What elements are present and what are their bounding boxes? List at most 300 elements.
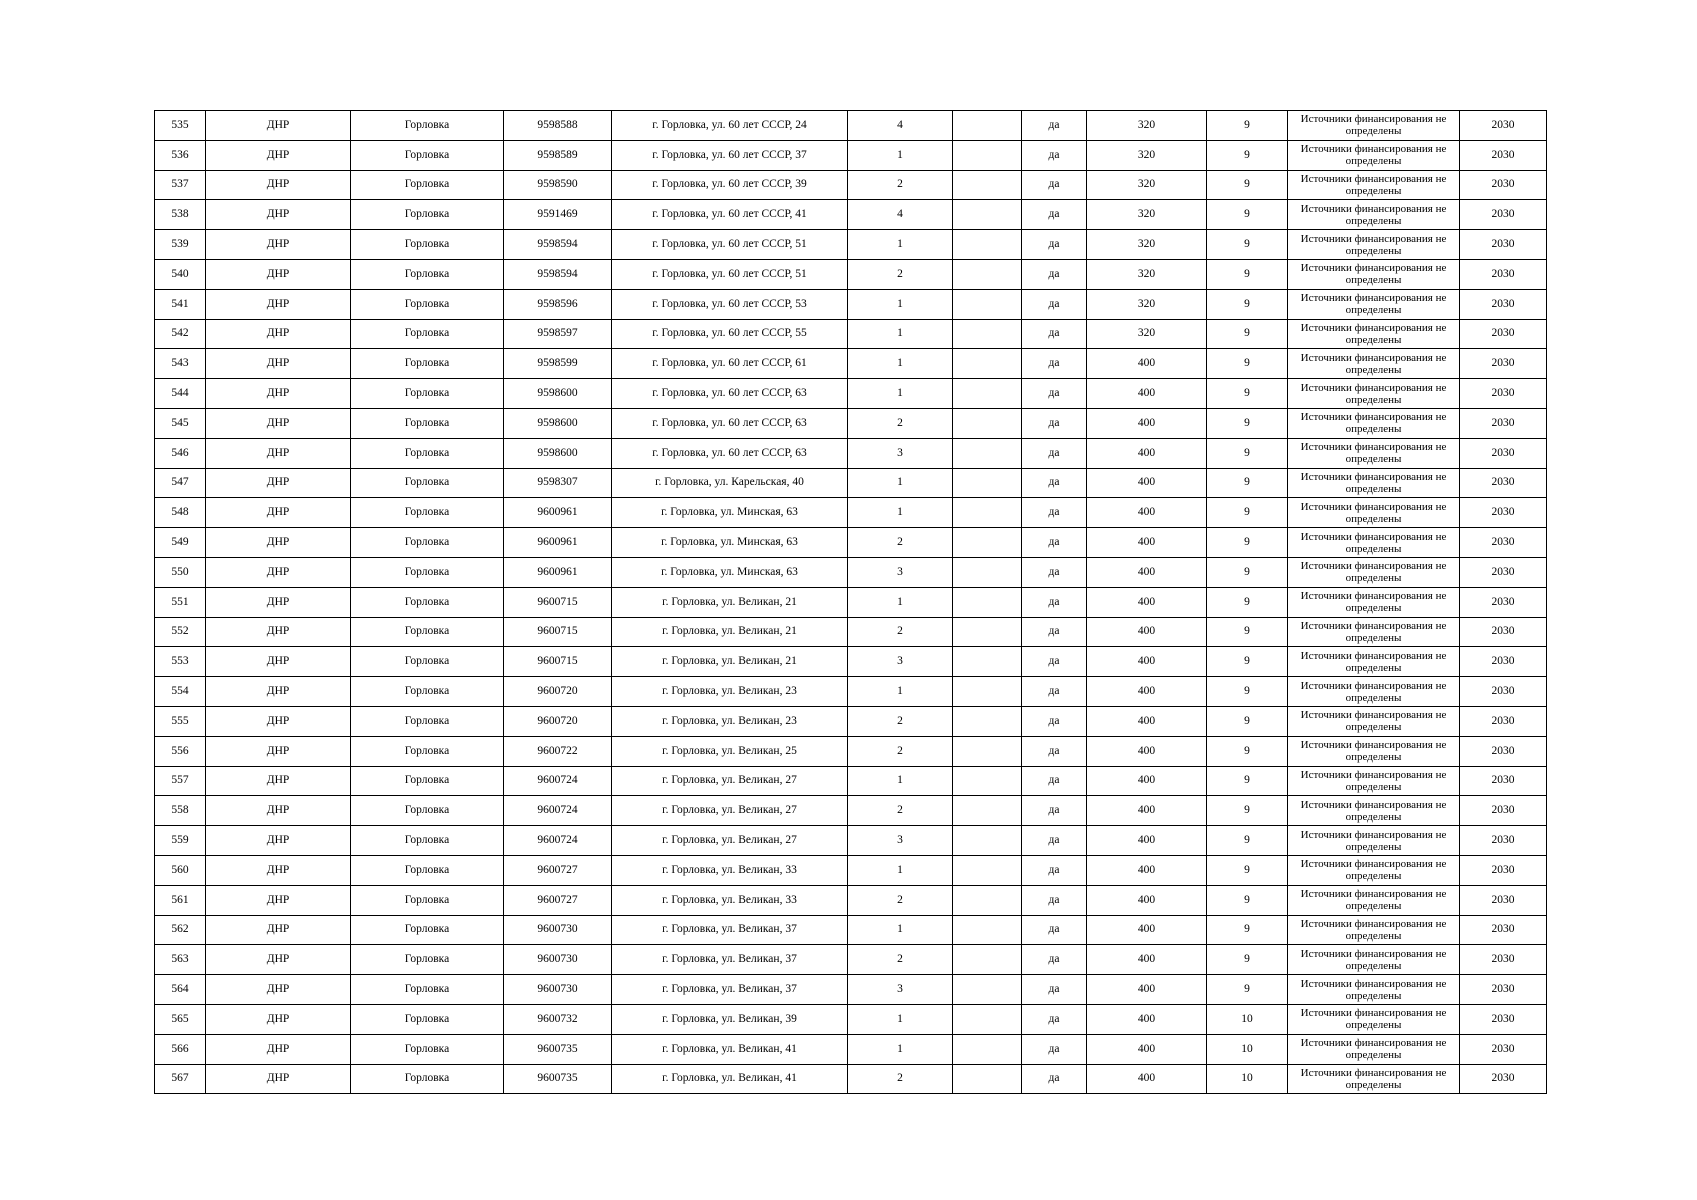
cell-city: Горловка [351,528,504,558]
cell-entrance: 3 [848,647,953,677]
cell-object-code: 9600732 [504,1004,612,1034]
cell-address: г. Горловка, ул. Великан, 23 [612,677,848,707]
cell-flag: да [1022,111,1087,141]
cell-row-number: 564 [155,975,206,1005]
cell-flag: да [1022,1004,1087,1034]
cell-entrance: 3 [848,557,953,587]
cell-funding-source: Источники финансирования не определены [1288,319,1460,349]
table-body [155,111,1547,1094]
cell-address: г. Горловка, ул. Великан, 37 [612,915,848,945]
cell-entrance: 2 [848,706,953,736]
cell-year: 2030 [1460,140,1547,170]
cell-object-code: 9600961 [504,528,612,558]
cell-region: ДНР [206,915,351,945]
cell-extra [953,647,1022,677]
cell-region: ДНР [206,826,351,856]
data-table [154,110,1547,1094]
cell-address: г. Горловка, ул. 60 лет СССР, 24 [612,111,848,141]
cell-term: 10 [1207,1034,1288,1064]
cell-funding-source: Источники финансирования не определены [1288,915,1460,945]
cell-city: Горловка [351,1004,504,1034]
cell-address: г. Горловка, ул. Великан, 37 [612,975,848,1005]
cell-flag: да [1022,349,1087,379]
cell-term: 9 [1207,826,1288,856]
table-row [155,617,1547,647]
table-row [155,170,1547,200]
cell-year: 2030 [1460,855,1547,885]
cell-object-code: 9598307 [504,468,612,498]
cell-funding-source: Источники финансирования не определены [1288,826,1460,856]
cell-address: г. Горловка, ул. 60 лет СССР, 63 [612,438,848,468]
cell-extra [953,945,1022,975]
cell-amount: 400 [1087,796,1207,826]
cell-amount: 400 [1087,438,1207,468]
cell-flag: да [1022,647,1087,677]
cell-city: Горловка [351,826,504,856]
cell-funding-source: Источники финансирования не определены [1288,677,1460,707]
cell-flag: да [1022,796,1087,826]
cell-amount: 320 [1087,140,1207,170]
cell-amount: 320 [1087,200,1207,230]
cell-year: 2030 [1460,557,1547,587]
cell-object-code: 9600724 [504,766,612,796]
table-row [155,349,1547,379]
table-row [155,706,1547,736]
cell-amount: 400 [1087,1034,1207,1064]
cell-address: г. Горловка, ул. Великан, 27 [612,826,848,856]
cell-extra [953,230,1022,260]
cell-amount: 400 [1087,677,1207,707]
cell-amount: 400 [1087,736,1207,766]
cell-amount: 400 [1087,915,1207,945]
cell-year: 2030 [1460,1034,1547,1064]
table-row [155,289,1547,319]
cell-funding-source: Источники финансирования не определены [1288,1064,1460,1094]
cell-region: ДНР [206,379,351,409]
cell-term: 9 [1207,408,1288,438]
cell-address: г. Горловка, ул. Великан, 23 [612,706,848,736]
cell-amount: 320 [1087,259,1207,289]
cell-year: 2030 [1460,766,1547,796]
cell-row-number: 550 [155,557,206,587]
cell-flag: да [1022,1064,1087,1094]
cell-object-code: 9600715 [504,647,612,677]
cell-entrance: 1 [848,1004,953,1034]
cell-funding-source: Источники финансирования не определены [1288,379,1460,409]
cell-term: 9 [1207,200,1288,230]
cell-amount: 400 [1087,766,1207,796]
cell-flag: да [1022,826,1087,856]
cell-funding-source: Источники финансирования не определены [1288,885,1460,915]
table-row [155,1034,1547,1064]
cell-region: ДНР [206,766,351,796]
cell-amount: 320 [1087,111,1207,141]
cell-region: ДНР [206,587,351,617]
cell-year: 2030 [1460,945,1547,975]
cell-city: Горловка [351,557,504,587]
cell-term: 9 [1207,885,1288,915]
cell-term: 9 [1207,498,1288,528]
cell-row-number: 535 [155,111,206,141]
cell-row-number: 549 [155,528,206,558]
cell-address: г. Горловка, ул. Великан, 27 [612,796,848,826]
cell-address: г. Горловка, ул. Великан, 21 [612,617,848,647]
cell-extra [953,885,1022,915]
cell-year: 2030 [1460,468,1547,498]
cell-year: 2030 [1460,349,1547,379]
cell-region: ДНР [206,349,351,379]
cell-extra [953,498,1022,528]
cell-row-number: 552 [155,617,206,647]
cell-term: 9 [1207,677,1288,707]
cell-city: Горловка [351,408,504,438]
cell-amount: 400 [1087,855,1207,885]
cell-amount: 320 [1087,319,1207,349]
cell-flag: да [1022,557,1087,587]
cell-row-number: 544 [155,379,206,409]
cell-amount: 400 [1087,975,1207,1005]
cell-region: ДНР [206,736,351,766]
cell-row-number: 541 [155,289,206,319]
cell-entrance: 2 [848,1064,953,1094]
cell-term: 9 [1207,259,1288,289]
cell-row-number: 553 [155,647,206,677]
cell-address: г. Горловка, ул. Великан, 37 [612,945,848,975]
cell-address: г. Горловка, ул. 60 лет СССР, 51 [612,259,848,289]
cell-funding-source: Источники финансирования не определены [1288,706,1460,736]
cell-flag: да [1022,140,1087,170]
cell-region: ДНР [206,647,351,677]
cell-city: Горловка [351,736,504,766]
table-row [155,826,1547,856]
cell-amount: 320 [1087,230,1207,260]
table-row [155,557,1547,587]
cell-year: 2030 [1460,259,1547,289]
cell-year: 2030 [1460,1064,1547,1094]
cell-object-code: 9598589 [504,140,612,170]
cell-term: 9 [1207,647,1288,677]
cell-amount: 400 [1087,617,1207,647]
cell-funding-source: Источники финансирования не определены [1288,647,1460,677]
cell-row-number: 565 [155,1004,206,1034]
cell-entrance: 1 [848,1034,953,1064]
cell-region: ДНР [206,111,351,141]
cell-region: ДНР [206,557,351,587]
cell-funding-source: Источники финансирования не определены [1288,557,1460,587]
cell-region: ДНР [206,438,351,468]
cell-extra [953,557,1022,587]
cell-address: г. Горловка, ул. 60 лет СССР, 41 [612,200,848,230]
cell-entrance: 1 [848,140,953,170]
cell-entrance: 4 [848,200,953,230]
cell-flag: да [1022,736,1087,766]
cell-funding-source: Источники финансирования не определены [1288,468,1460,498]
cell-row-number: 559 [155,826,206,856]
table-row [155,111,1547,141]
cell-address: г. Горловка, ул. Минская, 63 [612,498,848,528]
cell-term: 10 [1207,1004,1288,1034]
cell-row-number: 567 [155,1064,206,1094]
cell-object-code: 9600735 [504,1034,612,1064]
cell-object-code: 9600735 [504,1064,612,1094]
cell-address: г. Горловка, ул. Великан, 33 [612,885,848,915]
cell-object-code: 9600724 [504,796,612,826]
cell-funding-source: Источники финансирования не определены [1288,945,1460,975]
cell-year: 2030 [1460,885,1547,915]
cell-term: 9 [1207,468,1288,498]
cell-object-code: 9598588 [504,111,612,141]
cell-region: ДНР [206,319,351,349]
cell-extra [953,140,1022,170]
cell-object-code: 9598600 [504,438,612,468]
cell-region: ДНР [206,1034,351,1064]
cell-row-number: 542 [155,319,206,349]
cell-row-number: 545 [155,408,206,438]
cell-city: Горловка [351,170,504,200]
cell-city: Горловка [351,677,504,707]
cell-address: г. Горловка, ул. Минская, 63 [612,528,848,558]
cell-funding-source: Источники финансирования не определены [1288,111,1460,141]
table-row [155,230,1547,260]
table-row [155,498,1547,528]
cell-region: ДНР [206,498,351,528]
cell-entrance: 4 [848,111,953,141]
cell-extra [953,1034,1022,1064]
cell-flag: да [1022,438,1087,468]
cell-city: Горловка [351,975,504,1005]
cell-extra [953,1064,1022,1094]
cell-flag: да [1022,468,1087,498]
cell-extra [953,1004,1022,1034]
cell-term: 9 [1207,140,1288,170]
cell-amount: 400 [1087,379,1207,409]
cell-year: 2030 [1460,170,1547,200]
cell-year: 2030 [1460,915,1547,945]
cell-flag: да [1022,706,1087,736]
cell-flag: да [1022,528,1087,558]
cell-region: ДНР [206,617,351,647]
cell-city: Горловка [351,1064,504,1094]
cell-year: 2030 [1460,736,1547,766]
cell-region: ДНР [206,677,351,707]
table-row [155,915,1547,945]
cell-extra [953,528,1022,558]
cell-amount: 400 [1087,706,1207,736]
cell-amount: 400 [1087,408,1207,438]
cell-entrance: 2 [848,945,953,975]
cell-flag: да [1022,319,1087,349]
cell-row-number: 539 [155,230,206,260]
cell-year: 2030 [1460,796,1547,826]
cell-address: г. Горловка, ул. Великан, 33 [612,855,848,885]
cell-region: ДНР [206,468,351,498]
cell-amount: 320 [1087,170,1207,200]
cell-city: Горловка [351,885,504,915]
cell-funding-source: Источники финансирования не определены [1288,438,1460,468]
cell-region: ДНР [206,259,351,289]
cell-year: 2030 [1460,975,1547,1005]
cell-extra [953,587,1022,617]
cell-object-code: 9598596 [504,289,612,319]
cell-entrance: 2 [848,736,953,766]
cell-term: 9 [1207,230,1288,260]
cell-city: Горловка [351,349,504,379]
cell-address: г. Горловка, ул. 60 лет СССР, 55 [612,319,848,349]
cell-extra [953,617,1022,647]
cell-extra [953,259,1022,289]
cell-city: Горловка [351,706,504,736]
table-row [155,1064,1547,1094]
cell-entrance: 1 [848,855,953,885]
cell-row-number: 558 [155,796,206,826]
cell-funding-source: Источники финансирования не определены [1288,170,1460,200]
cell-region: ДНР [206,885,351,915]
cell-row-number: 562 [155,915,206,945]
cell-flag: да [1022,915,1087,945]
cell-object-code: 9600727 [504,855,612,885]
cell-amount: 400 [1087,647,1207,677]
cell-object-code: 9600724 [504,826,612,856]
cell-funding-source: Источники финансирования не определены [1288,259,1460,289]
cell-funding-source: Источники финансирования не определены [1288,230,1460,260]
cell-term: 9 [1207,349,1288,379]
cell-flag: да [1022,289,1087,319]
cell-city: Горловка [351,855,504,885]
cell-object-code: 9600720 [504,706,612,736]
cell-flag: да [1022,408,1087,438]
cell-year: 2030 [1460,1004,1547,1034]
cell-city: Горловка [351,1034,504,1064]
table-row [155,319,1547,349]
cell-flag: да [1022,259,1087,289]
cell-address: г. Горловка, ул. Великан, 25 [612,736,848,766]
cell-object-code: 9600727 [504,885,612,915]
cell-amount: 400 [1087,349,1207,379]
cell-region: ДНР [206,140,351,170]
cell-city: Горловка [351,259,504,289]
cell-term: 10 [1207,1064,1288,1094]
cell-extra [953,468,1022,498]
cell-row-number: 536 [155,140,206,170]
cell-entrance: 1 [848,319,953,349]
cell-term: 9 [1207,975,1288,1005]
cell-object-code: 9600730 [504,945,612,975]
table-row [155,379,1547,409]
cell-year: 2030 [1460,677,1547,707]
cell-address: г. Горловка, ул. 60 лет СССР, 63 [612,379,848,409]
cell-address: г. Горловка, ул. 60 лет СССР, 51 [612,230,848,260]
table-row [155,1004,1547,1034]
cell-year: 2030 [1460,498,1547,528]
cell-city: Горловка [351,438,504,468]
cell-address: г. Горловка, ул. 60 лет СССР, 53 [612,289,848,319]
cell-city: Горловка [351,647,504,677]
cell-funding-source: Источники финансирования не определены [1288,1034,1460,1064]
cell-term: 9 [1207,319,1288,349]
cell-row-number: 560 [155,855,206,885]
cell-entrance: 2 [848,528,953,558]
cell-address: г. Горловка, ул. Минская, 63 [612,557,848,587]
table-row [155,885,1547,915]
cell-region: ДНР [206,230,351,260]
cell-extra [953,766,1022,796]
table-row [155,408,1547,438]
cell-region: ДНР [206,408,351,438]
cell-year: 2030 [1460,289,1547,319]
table-row [155,736,1547,766]
cell-amount: 400 [1087,468,1207,498]
cell-region: ДНР [206,289,351,319]
cell-city: Горловка [351,915,504,945]
cell-flag: да [1022,498,1087,528]
cell-year: 2030 [1460,230,1547,260]
cell-address: г. Горловка, ул. 60 лет СССР, 63 [612,408,848,438]
cell-address: г. Горловка, ул. Карельская, 40 [612,468,848,498]
cell-entrance: 1 [848,468,953,498]
cell-flag: да [1022,617,1087,647]
cell-entrance: 1 [848,379,953,409]
cell-city: Горловка [351,379,504,409]
cell-row-number: 551 [155,587,206,617]
cell-entrance: 2 [848,796,953,826]
cell-term: 9 [1207,170,1288,200]
cell-year: 2030 [1460,111,1547,141]
cell-year: 2030 [1460,587,1547,617]
cell-amount: 400 [1087,1064,1207,1094]
cell-city: Горловка [351,140,504,170]
cell-funding-source: Источники финансирования не определены [1288,140,1460,170]
cell-entrance: 1 [848,498,953,528]
cell-address: г. Горловка, ул. Великан, 21 [612,647,848,677]
cell-entrance: 3 [848,438,953,468]
cell-region: ДНР [206,170,351,200]
cell-funding-source: Источники финансирования не определены [1288,528,1460,558]
cell-row-number: 555 [155,706,206,736]
cell-object-code: 9598599 [504,349,612,379]
cell-extra [953,408,1022,438]
cell-term: 9 [1207,528,1288,558]
cell-term: 9 [1207,557,1288,587]
cell-year: 2030 [1460,647,1547,677]
cell-extra [953,736,1022,766]
cell-year: 2030 [1460,200,1547,230]
cell-extra [953,915,1022,945]
cell-city: Горловка [351,945,504,975]
cell-funding-source: Источники финансирования не определены [1288,1004,1460,1034]
cell-address: г. Горловка, ул. Великан, 41 [612,1034,848,1064]
table-row [155,468,1547,498]
cell-flag: да [1022,855,1087,885]
cell-term: 9 [1207,796,1288,826]
cell-city: Горловка [351,587,504,617]
cell-extra [953,677,1022,707]
cell-address: г. Горловка, ул. 60 лет СССР, 61 [612,349,848,379]
cell-funding-source: Источники финансирования не определены [1288,349,1460,379]
cell-extra [953,796,1022,826]
cell-term: 9 [1207,289,1288,319]
cell-city: Горловка [351,289,504,319]
cell-entrance: 1 [848,289,953,319]
cell-row-number: 563 [155,945,206,975]
cell-object-code: 9598590 [504,170,612,200]
cell-city: Горловка [351,319,504,349]
cell-flag: да [1022,975,1087,1005]
cell-row-number: 538 [155,200,206,230]
cell-object-code: 9598600 [504,379,612,409]
cell-term: 9 [1207,438,1288,468]
cell-region: ДНР [206,975,351,1005]
table-row [155,140,1547,170]
